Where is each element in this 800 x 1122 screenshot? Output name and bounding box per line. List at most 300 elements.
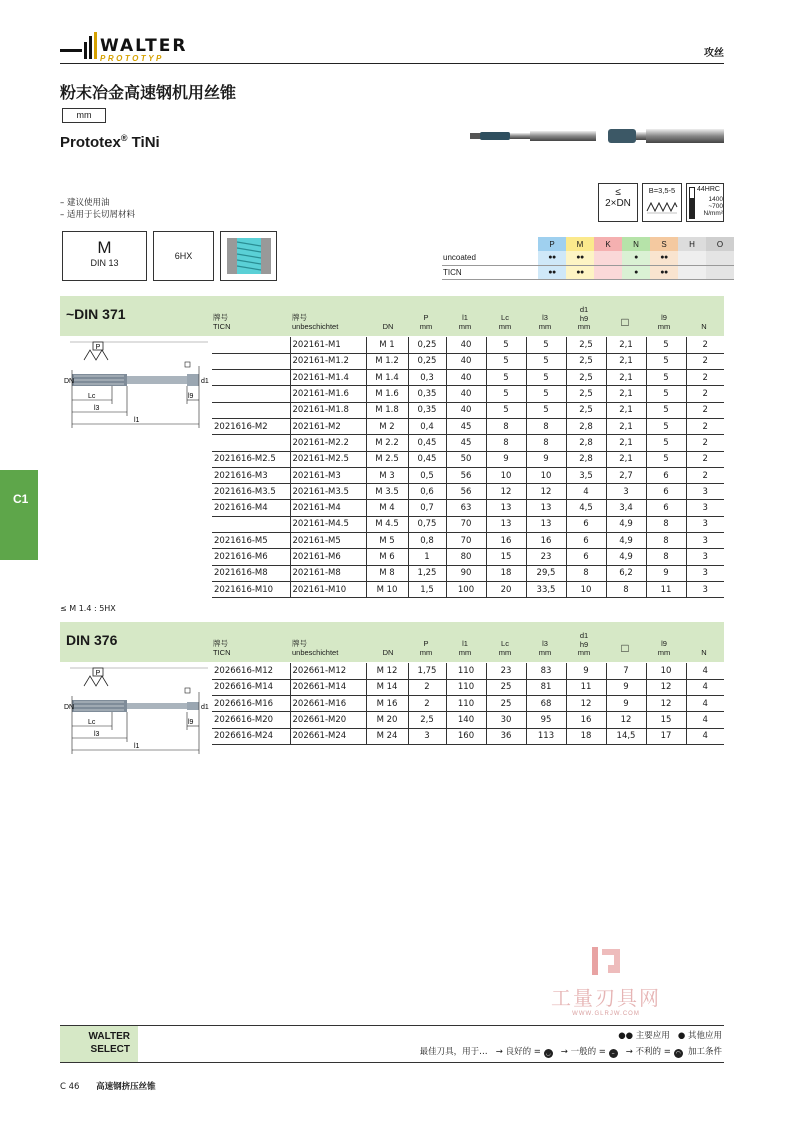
- table-row: [212, 402, 724, 418]
- table-cell: 5: [526, 386, 566, 402]
- material-cell: ●: [622, 265, 650, 279]
- table-cell: 2: [686, 451, 724, 467]
- table-cell: 202161-M2.2: [290, 435, 366, 451]
- table-cell: 110: [446, 679, 486, 695]
- table-row: [212, 386, 724, 402]
- col-label: 牌号: [292, 313, 307, 322]
- table-cell: 40: [446, 402, 486, 418]
- brand-sub: PROTOTYP: [100, 54, 164, 63]
- dim-l1: l1: [134, 417, 140, 424]
- table-cell: 2026616-M20: [212, 712, 290, 728]
- col-brand-ticn: [213, 314, 231, 331]
- table-cell: 56: [446, 467, 486, 483]
- table-cell: 40: [446, 353, 486, 369]
- table-cell: 45: [446, 418, 486, 434]
- thread-profile-icon: [645, 195, 679, 215]
- material-row-label: uncoated: [442, 251, 538, 265]
- col-label: l1: [462, 639, 468, 648]
- table-cell: 4: [686, 712, 724, 728]
- dim-l9: l9: [188, 393, 194, 400]
- hardness-bar: [689, 187, 695, 219]
- table-row: [212, 337, 724, 353]
- table-cell: 202661-M20: [290, 712, 366, 728]
- tap-image-1: [470, 126, 596, 146]
- table-cell: 0,75: [408, 516, 446, 532]
- table-cell: 3: [686, 484, 724, 500]
- section-label: 攻丝: [704, 48, 724, 59]
- table-cell: 110: [446, 663, 486, 679]
- table-cell: 5: [646, 337, 686, 353]
- watermark: [536, 945, 676, 1015]
- table-cell: 2021616-M6: [212, 549, 290, 565]
- table-cell: 12: [526, 484, 566, 500]
- usage-legend: [618, 1029, 722, 1041]
- table-cell: 202661-M12: [290, 663, 366, 679]
- depth-value: 2×DN: [605, 198, 631, 209]
- din376-tap-drawing: [62, 664, 212, 759]
- table-cell: 202161-M1.8: [290, 402, 366, 418]
- dim-d1: d1: [201, 378, 209, 385]
- table-cell: 1,75: [408, 663, 446, 679]
- table-cell: 2021616-M5: [212, 533, 290, 549]
- table-cell: 5: [646, 435, 686, 451]
- walter-select-box: [60, 1026, 138, 1062]
- col-label: h9: [579, 313, 589, 323]
- table-cell: 2021616-M4: [212, 500, 290, 516]
- dim-l1: l1: [134, 743, 140, 750]
- table-cell: 63: [446, 500, 486, 516]
- table-cell: 10: [646, 663, 686, 679]
- table-cell: M 4: [366, 500, 408, 516]
- watermark-text: 工量刃具网: [551, 986, 661, 1010]
- table-cell: 5: [646, 451, 686, 467]
- table-row: [212, 451, 724, 467]
- table-cell: 4,9: [606, 549, 646, 565]
- material-group-k: K: [594, 237, 622, 251]
- thread-type-box: [62, 231, 147, 281]
- table-cell: M 1.2: [366, 353, 408, 369]
- col-brand-uncoated: [292, 314, 338, 331]
- col-lc: [494, 314, 516, 331]
- table-cell: 2,8: [566, 435, 606, 451]
- walter-logo: [60, 30, 200, 64]
- table-cell: 23: [486, 663, 526, 679]
- table-cell: 2,1: [606, 370, 646, 386]
- table-cell: 4: [686, 663, 724, 679]
- table-cell: 9: [606, 679, 646, 695]
- col-label: h9: [579, 639, 589, 649]
- watermark-url: WWW.GLRJW.COM: [572, 1011, 640, 1017]
- col-d1: [573, 306, 595, 332]
- din376-table: [212, 663, 724, 745]
- table-cell: 16: [526, 533, 566, 549]
- table-cell: 5: [526, 402, 566, 418]
- table-row: [212, 435, 724, 451]
- table-cell: 10: [526, 467, 566, 483]
- table-cell: 202661-M16: [290, 696, 366, 712]
- table-cell: 2: [686, 418, 724, 434]
- table-cell: 2021616-M2.5: [212, 451, 290, 467]
- table-cell: 202661-M14: [290, 679, 366, 695]
- table-cell: 2,5: [566, 353, 606, 369]
- table-cell: 0,25: [408, 353, 446, 369]
- thread-standard: DIN 13: [90, 258, 119, 268]
- table-cell: 113: [526, 728, 566, 744]
- table-row: [212, 581, 724, 597]
- material-cell: [706, 265, 734, 279]
- table-cell: 2,1: [606, 353, 646, 369]
- table-cell: 2: [686, 337, 724, 353]
- din371-header: [60, 296, 724, 336]
- table-cell: 25: [486, 696, 526, 712]
- col-label: l3: [542, 313, 548, 322]
- watermark-logo-icon: [586, 945, 626, 979]
- table-cell: M 5: [366, 533, 408, 549]
- other-use-label: 其他应用: [687, 1031, 722, 1041]
- col-p: [415, 314, 437, 331]
- table-cell: 5: [526, 337, 566, 353]
- table-cell: 8: [486, 435, 526, 451]
- table-cell: 12: [566, 696, 606, 712]
- unit-badge: mm: [62, 108, 106, 123]
- table-cell: 23: [526, 549, 566, 565]
- table-cell: 202161-M2: [290, 418, 366, 434]
- dim-p: P: [95, 344, 101, 351]
- table-cell: 9: [606, 696, 646, 712]
- col-p: [415, 640, 437, 657]
- select-line1: WALTER: [88, 1031, 130, 1042]
- table-cell: 100: [446, 581, 486, 597]
- table-cell: M 2.2: [366, 435, 408, 451]
- col-label: mm: [657, 321, 671, 331]
- table-cell: 6,2: [606, 565, 646, 581]
- table-cell: 6: [646, 467, 686, 483]
- col-label: Lc: [501, 639, 509, 648]
- material-cell: ●●: [650, 251, 678, 265]
- table-cell: 11: [566, 679, 606, 695]
- brand-name: WALTER: [100, 36, 188, 56]
- table-row: [212, 516, 724, 532]
- dim-lc: Lc: [88, 393, 96, 400]
- table-cell: 202161-M6: [290, 549, 366, 565]
- page-title: 粉末冶金高速钢机用丝锥: [60, 83, 237, 102]
- col-l9: [653, 640, 675, 657]
- table-cell: 4: [686, 679, 724, 695]
- table-cell: 0,4: [408, 418, 446, 434]
- chamfer-label: B=3,5-5: [648, 186, 676, 195]
- table-cell: 202161-M8: [290, 565, 366, 581]
- table-cell: 80: [446, 549, 486, 565]
- table-cell: 4,5: [566, 500, 606, 516]
- col-label: mm: [538, 647, 552, 657]
- table-cell: 160: [446, 728, 486, 744]
- table-cell: 0,5: [408, 467, 446, 483]
- table-cell: M 16: [366, 696, 408, 712]
- table-cell: 4: [566, 484, 606, 500]
- table-cell: [212, 402, 290, 418]
- table-cell: 4,9: [606, 533, 646, 549]
- bad-label: → 不利的 =: [625, 1047, 671, 1057]
- col-label: mm: [657, 647, 671, 657]
- col-label: 牌号: [213, 639, 228, 648]
- chapter-tab: [0, 470, 38, 560]
- table-cell: 8: [646, 549, 686, 565]
- table-cell: 202161-M1.2: [290, 353, 366, 369]
- table-cell: 3,5: [566, 467, 606, 483]
- col-label: mm: [498, 321, 512, 331]
- table-cell: 2,8: [566, 451, 606, 467]
- table-cell: 1,25: [408, 565, 446, 581]
- din371-tap-drawing: [62, 338, 212, 433]
- table-cell: 5: [646, 370, 686, 386]
- material-cell: ●●: [538, 251, 566, 265]
- product-brand: Prototex: [60, 134, 121, 151]
- table-cell: 202161-M2.5: [290, 451, 366, 467]
- table-cell: 2026616-M24: [212, 728, 290, 744]
- table-cell: 3: [686, 581, 724, 597]
- dim-d1: d1: [201, 704, 209, 711]
- material-cell: ●●: [566, 251, 594, 265]
- table-cell: 4: [686, 696, 724, 712]
- table-cell: M 8: [366, 565, 408, 581]
- table-row: [212, 353, 724, 369]
- footer-title: 高速钢挤压丝锥: [96, 1082, 156, 1092]
- table-cell: 6: [646, 484, 686, 500]
- table-cell: 110: [446, 696, 486, 712]
- table-cell: 0,45: [408, 435, 446, 451]
- table-cell: 2021616-M3.5: [212, 484, 290, 500]
- table-cell: M 12: [366, 663, 408, 679]
- hardness-icon: [686, 183, 724, 222]
- table-cell: 202161-M4: [290, 500, 366, 516]
- table-cell: 4: [686, 728, 724, 744]
- product-name: [60, 133, 160, 151]
- table-cell: 202661-M24: [290, 728, 366, 744]
- material-cell: ●: [622, 251, 650, 265]
- table-row: [212, 728, 724, 744]
- table-cell: M 6: [366, 549, 408, 565]
- col-label: mm: [419, 321, 433, 331]
- table-cell: 5: [646, 353, 686, 369]
- col-label: 牌号: [213, 313, 228, 322]
- table-cell: 2,5: [408, 712, 446, 728]
- strength-range: ~700: [708, 203, 723, 210]
- table-cell: 2026616-M16: [212, 696, 290, 712]
- table-cell: [212, 370, 290, 386]
- table-cell: 6: [646, 500, 686, 516]
- table-cell: 202161-M1.6: [290, 386, 366, 402]
- table-cell: 4,9: [606, 516, 646, 532]
- material-cell: [678, 265, 706, 279]
- table-cell: 90: [446, 565, 486, 581]
- dim-l3: l3: [94, 731, 100, 738]
- table-cell: 202161-M10: [290, 581, 366, 597]
- good-label: → 良好的 =: [495, 1047, 541, 1057]
- table-cell: 202161-M1: [290, 337, 366, 353]
- dim-l3: l3: [94, 405, 100, 412]
- table-cell: 15: [486, 549, 526, 565]
- table-cell: 8: [566, 565, 606, 581]
- table-cell: 2021616-M8: [212, 565, 290, 581]
- table-row: [212, 712, 724, 728]
- table-cell: 10: [486, 467, 526, 483]
- table-cell: 8: [646, 533, 686, 549]
- table-row: [212, 500, 724, 516]
- table-cell: 40: [446, 337, 486, 353]
- table-cell: 2026616-M12: [212, 663, 290, 679]
- table-cell: 5: [486, 386, 526, 402]
- material-group-o: O: [706, 237, 734, 251]
- din376-title: DIN 376: [66, 632, 118, 648]
- depth-symbol: ≤: [615, 187, 621, 198]
- note-item: – 适用于长切屑材料: [60, 210, 135, 220]
- table-cell: 3: [686, 565, 724, 581]
- page-footer: [60, 1080, 156, 1092]
- good-face-icon: ◡: [545, 1050, 551, 1057]
- col-l1: [454, 640, 476, 657]
- table-cell: M 1.8: [366, 402, 408, 418]
- table-cell: 12: [646, 679, 686, 695]
- table-cell: M 3: [366, 467, 408, 483]
- thread-form-icon: [220, 231, 277, 281]
- table-cell: 9: [486, 451, 526, 467]
- table-row: [212, 370, 724, 386]
- table-cell: 14,5: [606, 728, 646, 744]
- table-cell: 45: [446, 435, 486, 451]
- table-cell: 9: [566, 663, 606, 679]
- din371-table: [212, 337, 724, 598]
- material-table: [442, 237, 734, 280]
- material-cell: ●●: [566, 265, 594, 279]
- material-row-label: TICN: [442, 265, 538, 279]
- col-brand-uncoated: [292, 640, 338, 657]
- thread-letter: M: [97, 238, 112, 257]
- table-cell: 18: [486, 565, 526, 581]
- col-label: unbeschichtet: [292, 647, 339, 657]
- col-label: l9: [661, 313, 667, 322]
- material-cell: [706, 251, 734, 265]
- col-label: mm: [577, 322, 591, 331]
- select-line2: SELECT: [90, 1044, 130, 1055]
- table-cell: 5: [486, 353, 526, 369]
- col-label: mm: [577, 648, 591, 657]
- col-label: mm: [458, 647, 472, 657]
- table-cell: 29,5: [526, 565, 566, 581]
- col-label: d1: [579, 631, 589, 640]
- registered-mark: ®: [120, 133, 128, 143]
- material-cell: [594, 251, 622, 265]
- dim-dn: DN: [64, 704, 75, 711]
- dim-dn: DN: [64, 378, 75, 385]
- table-cell: 95: [526, 712, 566, 728]
- col-label: mm: [419, 647, 433, 657]
- table-cell: 0,35: [408, 402, 446, 418]
- material-cell: ●●: [650, 265, 678, 279]
- table-cell: 8: [526, 418, 566, 434]
- col-n: N: [701, 322, 707, 331]
- depth-icon: [598, 183, 638, 222]
- table-cell: 2,1: [606, 402, 646, 418]
- col-label: TICN: [213, 321, 231, 331]
- table-row: [212, 533, 724, 549]
- table-cell: 3: [408, 728, 446, 744]
- material-cell: [678, 251, 706, 265]
- product-coating: TiNi: [127, 134, 160, 151]
- table-cell: 56: [446, 484, 486, 500]
- table-cell: 6: [566, 549, 606, 565]
- hardness-label: 44HRC: [697, 186, 720, 193]
- table-cell: 5: [486, 370, 526, 386]
- table-cell: 2,1: [606, 337, 646, 353]
- table-cell: 5: [526, 353, 566, 369]
- select-divider-bottom: [60, 1062, 724, 1063]
- material-row-ticn: [442, 265, 734, 279]
- table-row: [212, 565, 724, 581]
- table-cell: 3: [686, 500, 724, 516]
- material-group-s: S: [650, 237, 678, 251]
- table-cell: M 14: [366, 679, 408, 695]
- main-use-dots: ●●: [618, 1031, 634, 1041]
- table-cell: 5: [646, 386, 686, 402]
- col-lc: [494, 640, 516, 657]
- col-dn: DN: [382, 648, 394, 657]
- table-cell: 0,25: [408, 337, 446, 353]
- table-cell: [212, 337, 290, 353]
- col-label: unbeschichtet: [292, 321, 339, 331]
- table-cell: 2,1: [606, 435, 646, 451]
- dim-lc: Lc: [88, 719, 96, 726]
- table-cell: 5: [486, 337, 526, 353]
- col-l1: [454, 314, 476, 331]
- col-label: 牌号: [292, 639, 307, 648]
- material-cell: [594, 265, 622, 279]
- table-cell: M 1: [366, 337, 408, 353]
- logo-bars-icon: [60, 32, 98, 62]
- table-cell: [212, 353, 290, 369]
- material-group-h: H: [678, 237, 706, 251]
- table-cell: 13: [486, 500, 526, 516]
- table-cell: 3: [686, 533, 724, 549]
- table-cell: 40: [446, 386, 486, 402]
- best-tool-label: 最佳刀具，用于…: [419, 1047, 488, 1057]
- table-cell: 9: [646, 565, 686, 581]
- col-square: □: [621, 641, 629, 655]
- col-label: l3: [542, 639, 548, 648]
- other-use-dot: ●: [677, 1031, 686, 1041]
- table-cell: 20: [486, 581, 526, 597]
- table-row: [212, 484, 724, 500]
- table-cell: 18: [566, 728, 606, 744]
- table-cell: 3: [686, 516, 724, 532]
- table-cell: 2: [686, 353, 724, 369]
- table-cell: 30: [486, 712, 526, 728]
- col-label: mm: [498, 647, 512, 657]
- table-row: [212, 679, 724, 695]
- material-group-m: M: [566, 237, 594, 251]
- table-cell: 9: [526, 451, 566, 467]
- table-cell: 1: [408, 549, 446, 565]
- table-cell: M 2: [366, 418, 408, 434]
- table-cell: 2: [686, 402, 724, 418]
- table-cell: 12: [646, 696, 686, 712]
- table-cell: 2,7: [606, 467, 646, 483]
- table-cell: 16: [486, 533, 526, 549]
- table-cell: 33,5: [526, 581, 566, 597]
- table-cell: 25: [486, 679, 526, 695]
- table-cell: [212, 435, 290, 451]
- table-cell: 0,35: [408, 386, 446, 402]
- table-cell: 3: [686, 549, 724, 565]
